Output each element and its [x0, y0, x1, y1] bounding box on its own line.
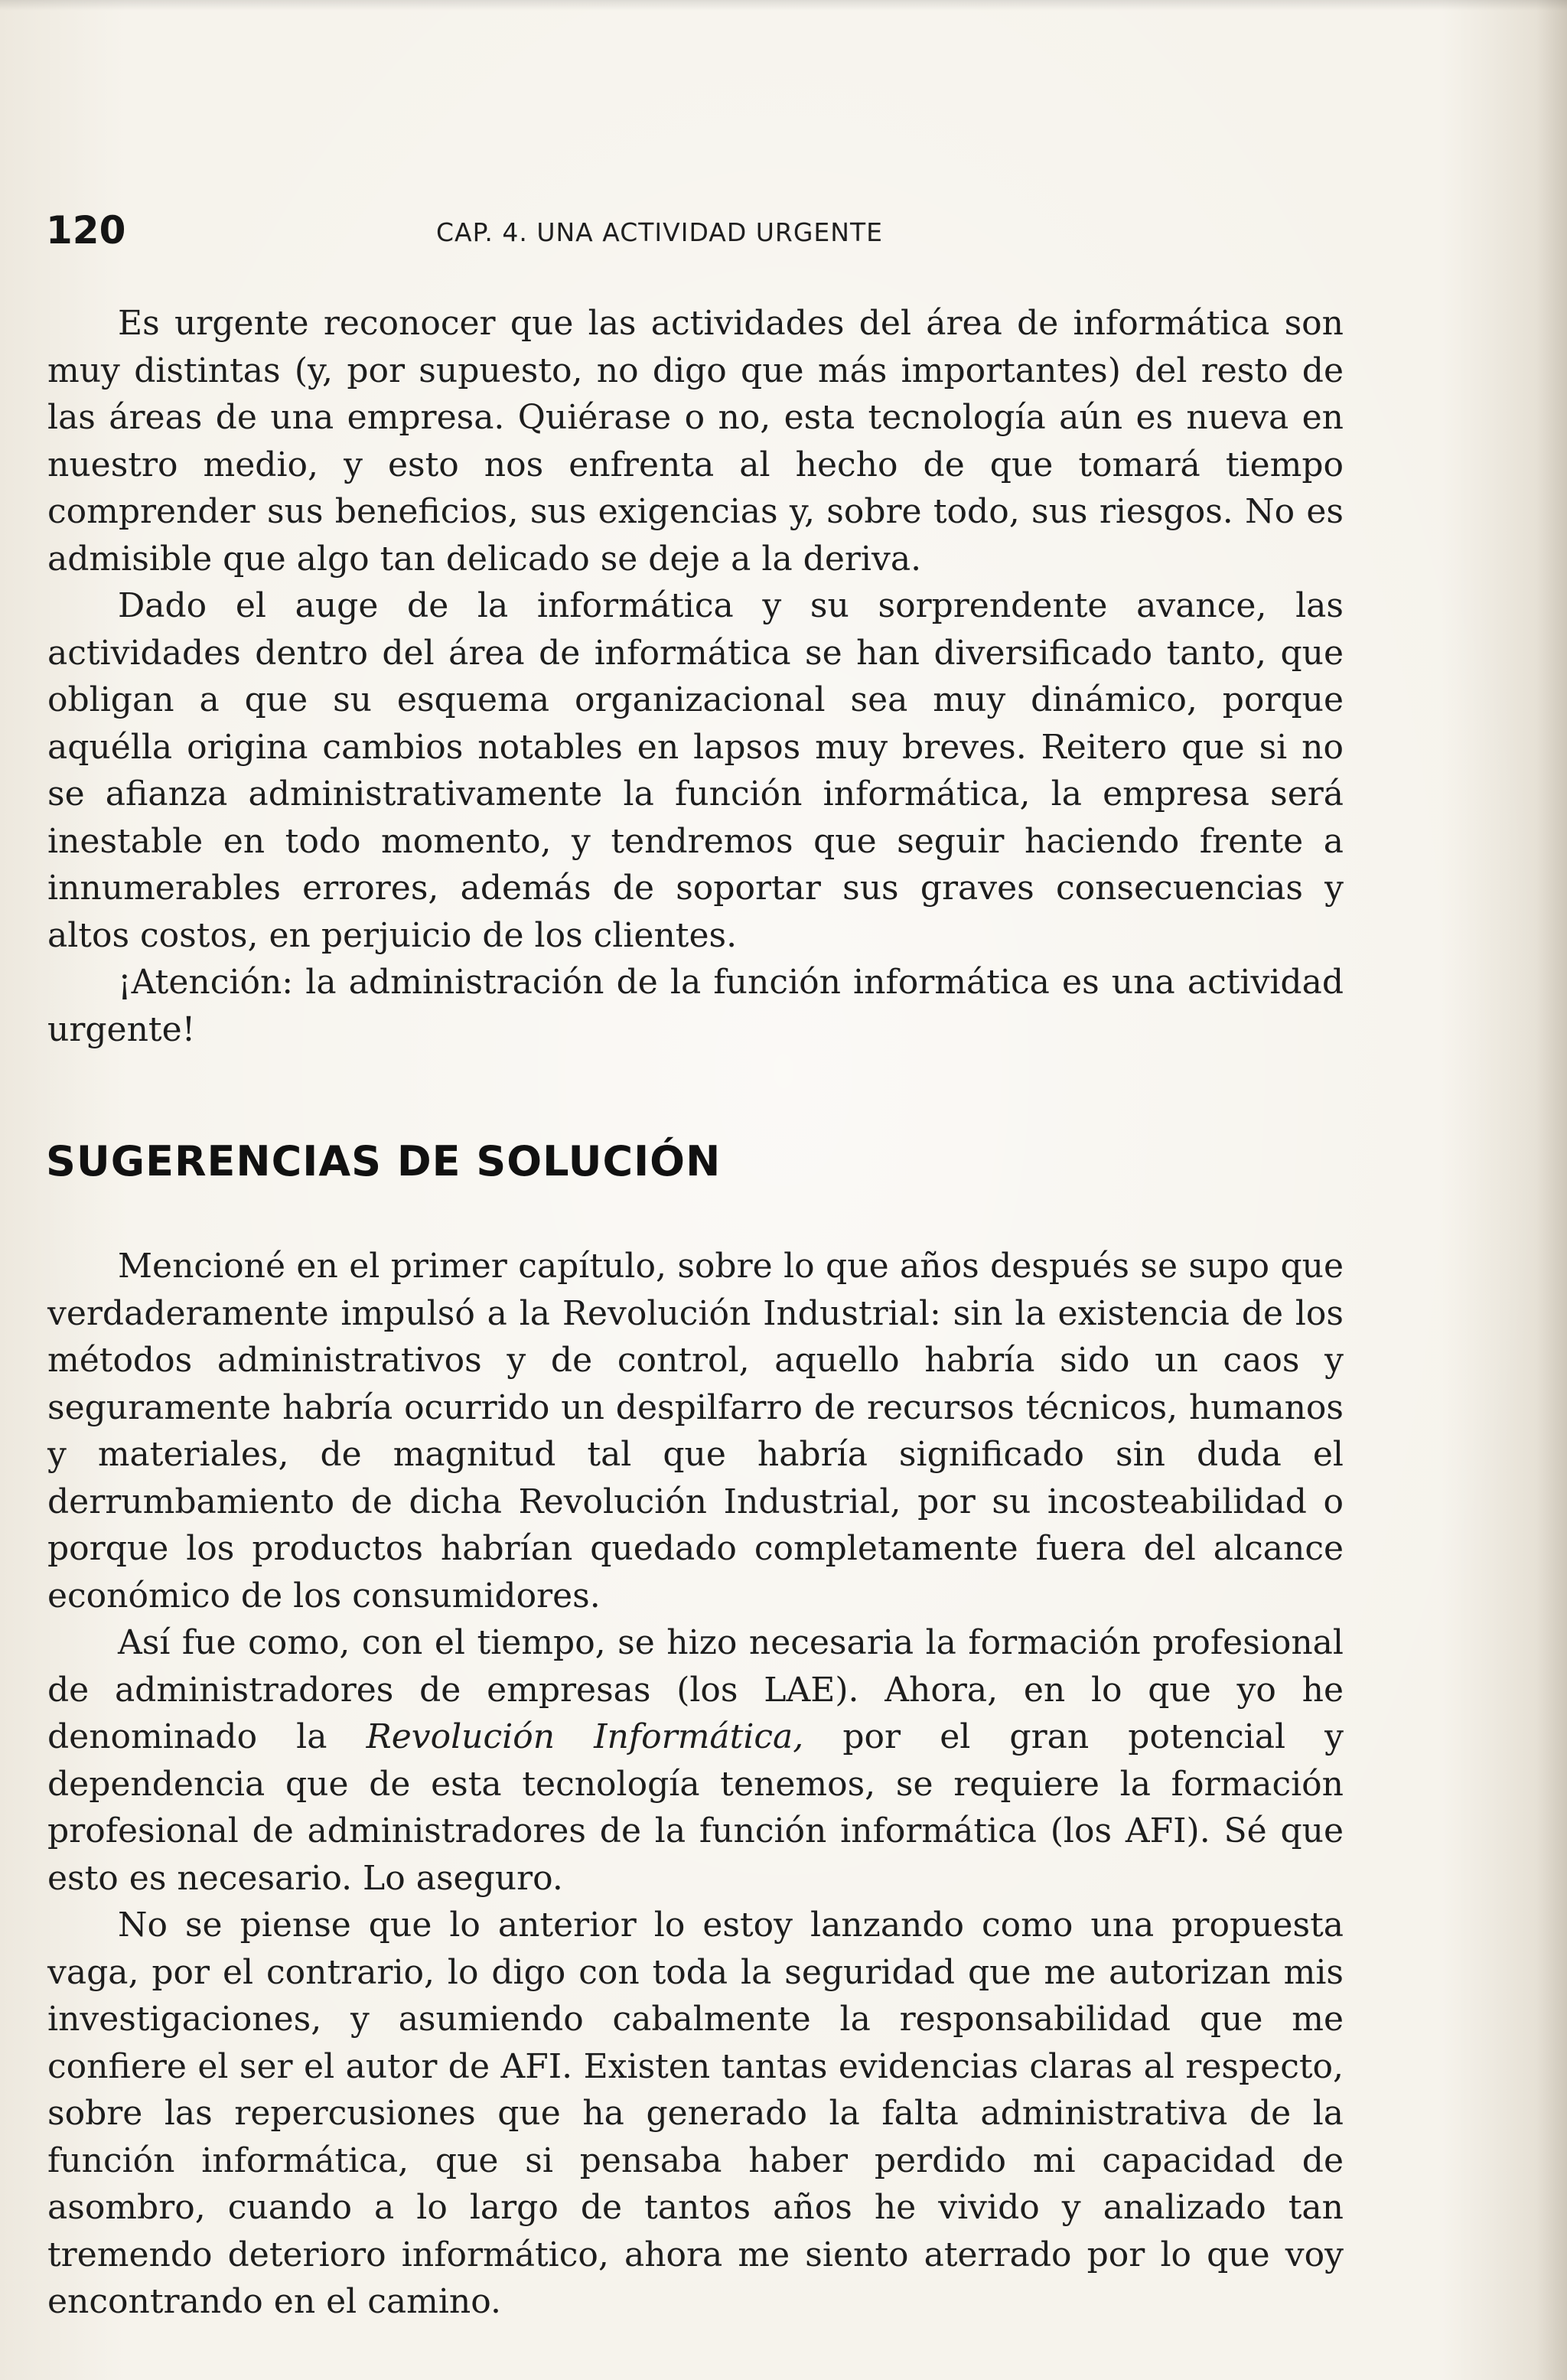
paragraph-text: Así fue como, con el tiempo, se hizo necesaria la formación profesional de administradores de empresas (los LAE). Ahora, en lo que yo he denominado la	[47, 1623, 1344, 1756]
paragraph: Mencioné en el primer capítulo, sobre lo que años después se supo que verdaderamente impulsó a la Revolución Industrial: sin la existencia de los métodos administrativos y de control, aquello habría sido un caos y seguramente habría ocurrido un despilfarro de recursos técnicos, humanos y materiales, de magnitud tal que habría significado sin duda el derrumbamiento de dicha Revolución Industrial, por su incosteabilidad o porque los productos habrían quedado completamente fuera del alcance económico de los consumidores.	[47, 1247, 1344, 1615]
page-header	[46, 204, 1347, 257]
paragraph: ¡Atención: la administración de la función informática es una actividad urgente!	[47, 963, 1344, 1049]
section-solution-suggestions	[47, 1243, 1344, 2326]
page-gutter-shadow	[1536, 0, 1567, 2380]
section-heading: SUGERENCIAS DE SOLUCIÓN	[46, 1137, 722, 1185]
page-top-edge	[0, 0, 1567, 11]
running-head: CAP. 4. UNA ACTIVIDAD URGENTE	[436, 217, 883, 247]
paragraph: Dado el auge de la informática y su sorprendente avance, las actividades dentro del área de informática se han diversificado tanto, que obligan a que su esquema organizacional sea muy dinámico, porque aquélla origina cambios notables en lapsos muy breves. Reitero que si no se afianza administrativamente la función informática, la empresa será inestable en todo momento, y tendremos que seguir haciendo frente a innumerables errores, además de soportar sus graves consecuencias y altos costos, en perjuicio de los clientes.	[47, 586, 1344, 955]
italic-term: Revolución Informática,	[366, 1717, 804, 1756]
paragraph	[47, 1619, 1344, 1902]
paragraph: No se piense que lo anterior lo estoy lanzando como una propuesta vaga, por el contrario, lo digo con toda la seguridad que me autorizan mis investigaciones, y asumiendo cabalmente la responsabilidad que me confiere el ser el autor de AFI. Existen tantas evidencias claras al respecto, sobre las repercusiones que ha generado la falta administrativa de la función informática, que si pensaba haber perdido mi capacidad de asombro, cuando a lo largo de tantos años he vivido y analizado tan tremendo deterioro informático, ahora me siento aterrado por lo que voy encontrando en el camino.	[47, 1906, 1344, 2321]
paragraph: Es urgente reconocer que las actividades del área de informática son muy distintas (y, por supuesto, no digo que más importantes) del resto de las áreas de una empresa. Quiérase o no, esta tecnología aún es nueva en nuestro medio, y esto nos enfrenta al hecho de que tomará tiempo comprender sus beneficios, sus exigencias y, sobre todo, sus riesgos. No es admisible que algo tan delicado se deje a la deriva.	[47, 304, 1344, 579]
section-urgent-activity	[47, 300, 1344, 1053]
paragraph-text: por el gran potencial y dependencia que de esta tecnología tenemos, se requiere la formación profesional de administradores de la función informática (los AFI). Sé que esto es necesario. Lo aseguro.	[47, 1717, 1344, 1898]
page-number: 120	[46, 208, 126, 253]
